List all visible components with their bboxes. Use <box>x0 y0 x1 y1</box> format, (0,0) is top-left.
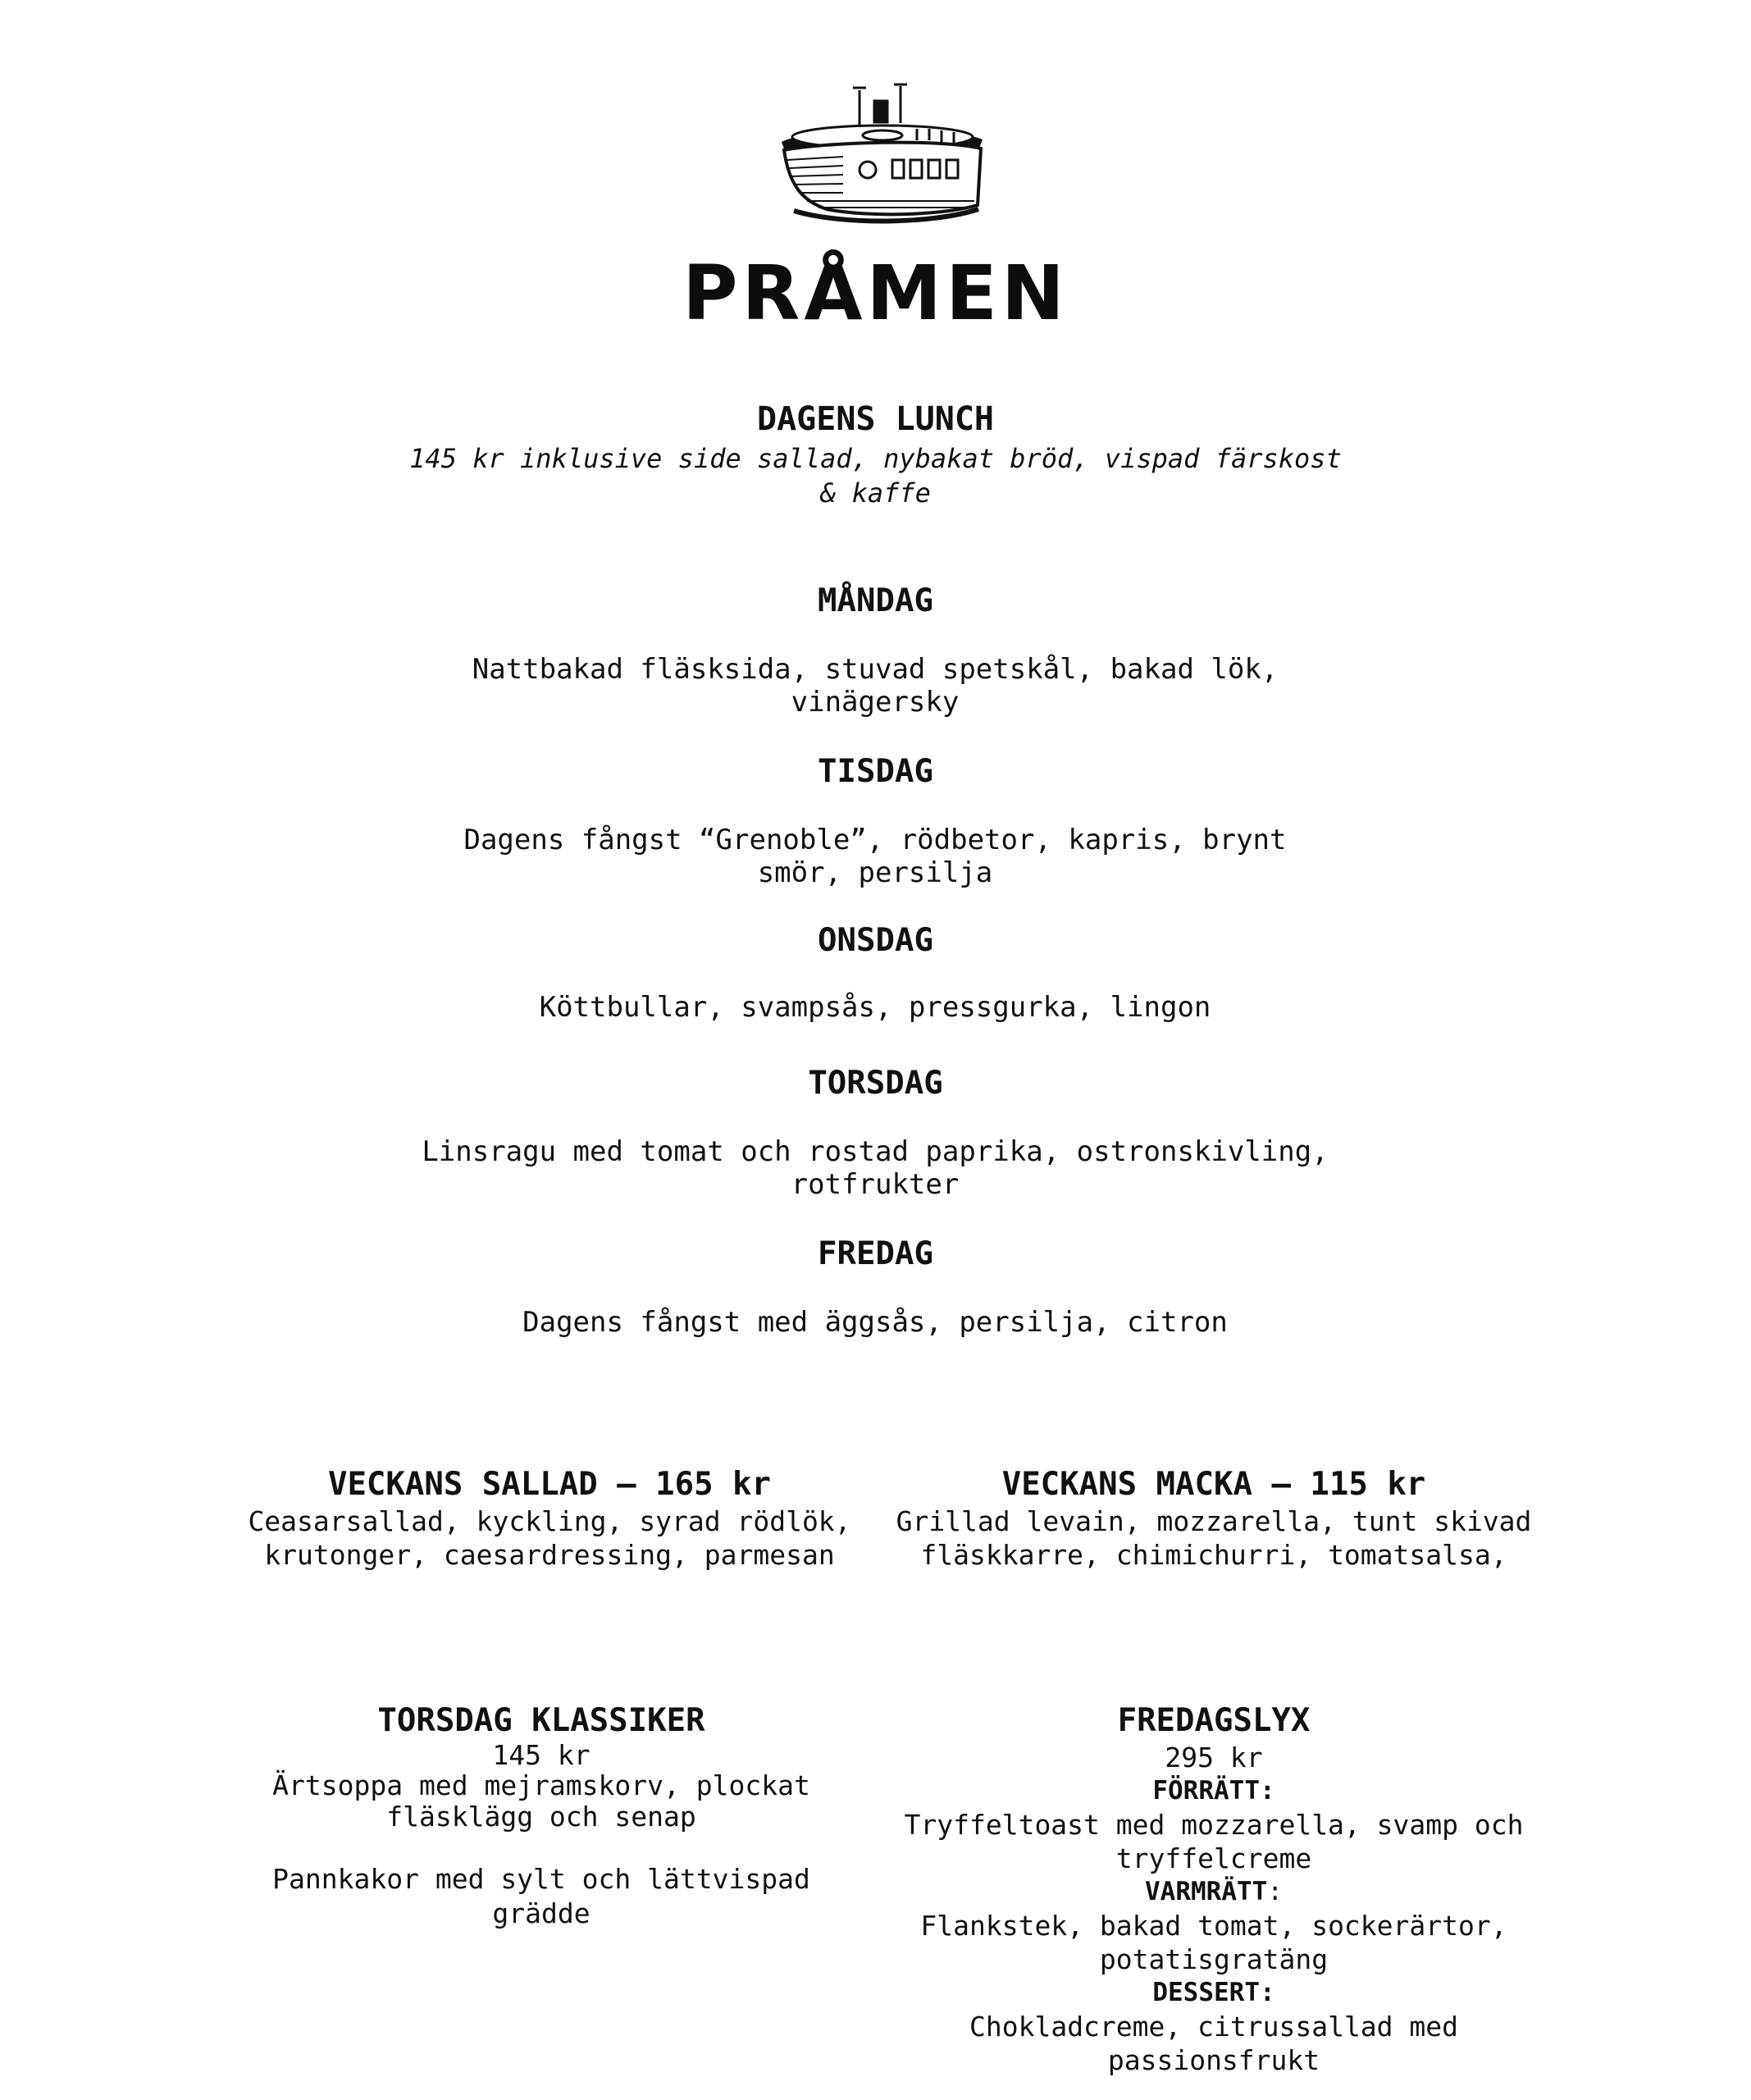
friday-main-label-row <box>869 1875 1558 1909</box>
weekly-sandwich-title: VECKANS MACKA – 115 kr <box>1001 1466 1426 1503</box>
thursday-classic-dish1-line2: fläsklägg och senap <box>386 1801 696 1833</box>
day-thursday-dish-line2: rotfrukter <box>791 1168 960 1201</box>
thursday-classic-dish2-line1: Pannkakor med sylt och lättvispad <box>272 1863 810 1895</box>
weekly-salad-title: VECKANS SALLAD – 165 kr <box>327 1466 772 1503</box>
thursday-classic-section <box>197 1701 886 1931</box>
weekly-salad-line2: krutonger, caesardressing, parmesan <box>264 1539 835 1571</box>
day-monday-dish-line2: vinägersky <box>791 686 960 719</box>
day-thursday-dish-line1: Linsragu med tomat och rostad paprika, ostronskivling, <box>422 1135 1329 1168</box>
weekly-sandwich-line1: Grillad levain, mozzarella, tunt skivad <box>896 1505 1532 1537</box>
day-monday-title: MÅNDAG <box>818 582 933 619</box>
day-tuesday-dish-line2: smör, persilja <box>757 856 993 889</box>
friday-starter-line2: tryffelcreme <box>1115 1842 1312 1874</box>
lunch-title: DAGENS LUNCH <box>757 400 994 438</box>
friday-main-line2: potatisgratäng <box>1099 1943 1329 1975</box>
weekly-salad-line1: Ceasarsallad, kyckling, syrad rödlök, <box>248 1505 851 1537</box>
day-tuesday-title: TISDAG <box>818 753 933 790</box>
thursday-classic-title: TORSDAG KLASSIKER <box>377 1702 705 1739</box>
friday-starter-label: FÖRRÄTT: <box>1152 1776 1275 1806</box>
day-friday-dish-line1: Dagens fångst med äggsås, persilja, citron <box>522 1306 1228 1339</box>
restaurant-name: PRÅMEN <box>682 249 1069 337</box>
friday-main-label: VARMRÄTT <box>1145 1877 1268 1906</box>
weekly-salad-section <box>205 1465 894 1572</box>
thursday-classic-price: 145 kr <box>492 1739 591 1771</box>
weekly-sandwich-line2: fläskkarre, chimichurri, tomatsalsa, <box>920 1539 1507 1571</box>
friday-dessert-line1: Chokladcreme, citrussallad med <box>969 2011 1459 2043</box>
day-wednesday-title: ONSDAG <box>818 922 933 959</box>
day-tuesday-dish-line1: Dagens fångst “Grenoble”, rödbetor, kapris, brynt <box>463 824 1287 856</box>
friday-starter-line1: Tryffeltoast med mozzarella, svamp och <box>904 1809 1524 1841</box>
ferry-boat-logo <box>777 78 987 226</box>
lunch-subtitle-line2: & kaffe <box>820 477 931 509</box>
thursday-classic-dish2-line2: grädde <box>492 1897 591 1929</box>
friday-main-label-colon: : <box>1267 1877 1283 1906</box>
day-thursday-title: TORSDAG <box>808 1065 943 1102</box>
friday-dessert-line2: passionsfrukt <box>1107 2044 1320 2076</box>
day-wednesday-dish-line1: Köttbullar, svampsås, pressgurka, lingon <box>539 991 1211 1024</box>
friday-dessert-label: DESSERT: <box>1152 1978 1275 2007</box>
weekly-sandwich-section <box>869 1465 1558 1572</box>
thursday-classic-dish1-line1: Ärtsoppa med mejramskorv, plockat <box>272 1769 810 1801</box>
day-friday-title: FREDAG <box>818 1235 933 1272</box>
friday-luxury-title: FREDAGSLYX <box>1117 1702 1311 1739</box>
lunch-subtitle-line1: 145 kr inklusive side sallad, nybakat bröd, vispad färskost <box>409 443 1342 474</box>
friday-luxury-section <box>869 1701 1558 2077</box>
day-monday-dish-line1: Nattbakad fläsksida, stuvad spetskål, bakad lök, <box>472 653 1279 686</box>
friday-luxury-price: 295 kr <box>1165 1742 1263 1774</box>
spacer <box>197 1833 886 1862</box>
friday-main-line1: Flankstek, bakad tomat, sockerärtor, <box>920 1910 1507 1942</box>
